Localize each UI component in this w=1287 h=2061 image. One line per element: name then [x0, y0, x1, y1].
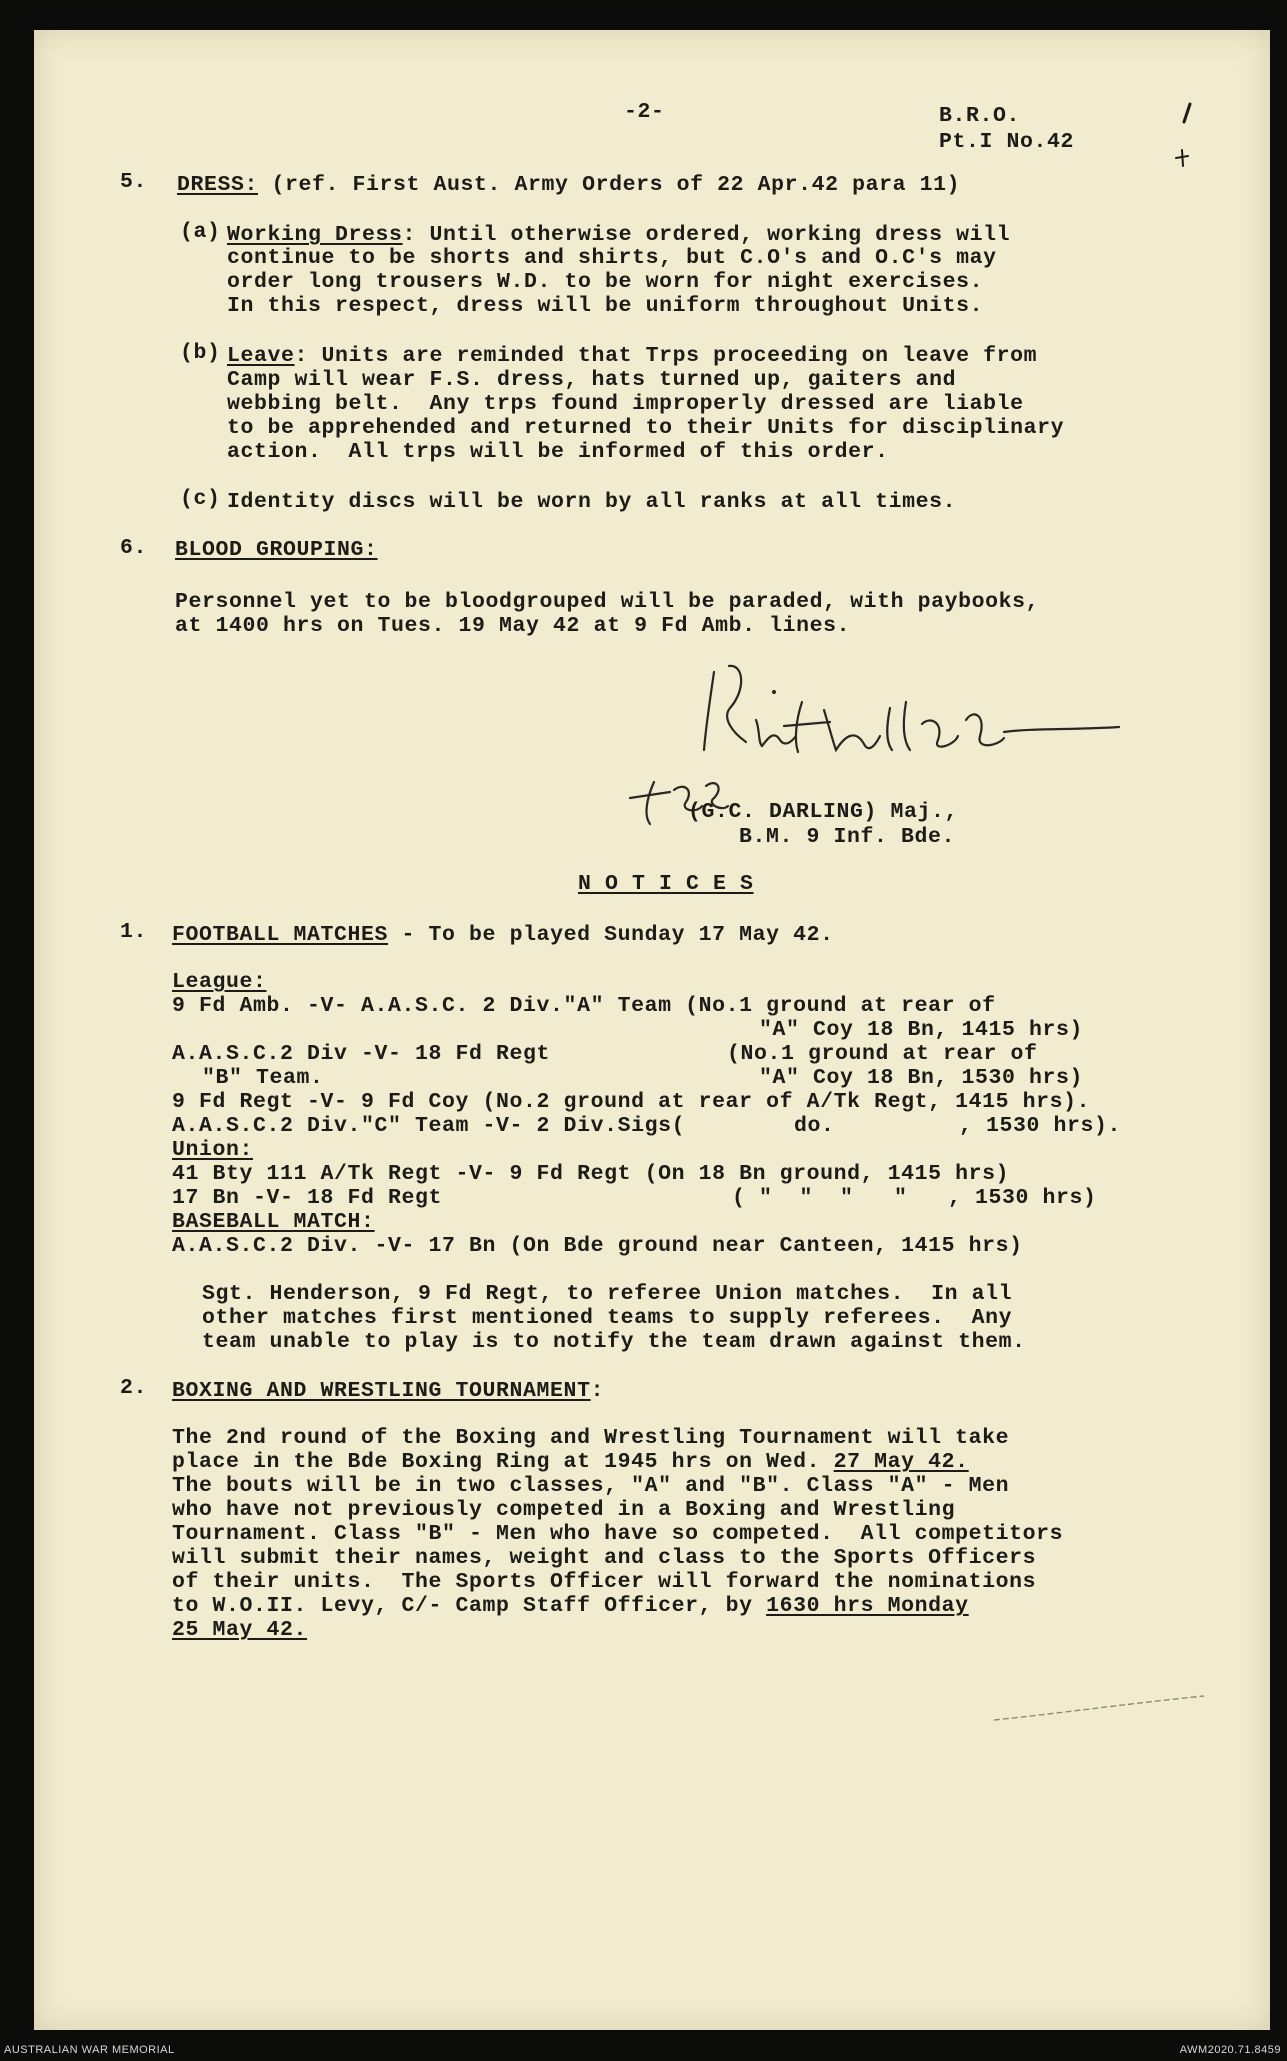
football-heading — [172, 923, 834, 948]
deadline-date: 25 May 42. — [172, 1618, 308, 1642]
footer-accession-number: AWM2020.71.8459 — [1179, 2044, 1281, 2056]
blood-line2: at 1400 hrs on Tues. 19 May 42 at 9 Fd Amb. lines. — [175, 614, 851, 638]
dress-heading — [177, 173, 960, 198]
boxing-heading — [172, 1379, 604, 1404]
boxing-colon: : — [590, 1379, 605, 1403]
dress-b-line5: action. All trps will be informed of this order. — [227, 440, 889, 464]
boxing-line-3: The bouts will be in two classes, "A" and "B". Class "A" - Men — [172, 1474, 1010, 1498]
dress-c-label: (c) — [180, 487, 221, 511]
union-label: Union: — [172, 1138, 254, 1162]
referee-note-1: Sgt. Henderson, 9 Fd Regt, to referee Union matches. In all — [202, 1282, 1013, 1306]
baseball-match-1: A.A.S.C.2 Div. -V- 17 Bn (On Bde ground near Canteen, 1415 hrs) — [172, 1234, 1023, 1258]
boxing-line-1: The 2nd round of the Boxing and Wrestling Tournament will take — [172, 1426, 1010, 1450]
league-match-4-time: , 1530 hrs). — [959, 1114, 1122, 1138]
dress-b-line2: Camp will wear F.S. dress, hats turned up, gaiters and — [227, 368, 957, 392]
boxing-line-2-text: place in the Bde Boxing Ring at 1945 hrs on Wed. — [172, 1450, 834, 1474]
football-subtitle: - To be played Sunday 17 May 42. — [388, 923, 834, 947]
dress-a-text: : Until otherwise ordered, working dress will — [402, 223, 1011, 247]
signatory-name: (G.C. DARLING) Maj., — [688, 800, 959, 824]
union-match-2: 17 Bn -V- 18 Fd Regt — [172, 1186, 443, 1210]
boxing-line-4: who have not previously competed in a Boxing and Wrestling — [172, 1498, 956, 1522]
dress-a-line1 — [227, 223, 1010, 248]
referee-note-3: team unable to play is to notify the team drawn against them. — [202, 1330, 1026, 1354]
dress-c-line1: Identity discs will be worn by all ranks at all times. — [227, 490, 957, 514]
item-5-number: 5. — [120, 170, 148, 194]
baseball-label: BASEBALL MATCH: — [172, 1210, 375, 1234]
boxing-line-6: will submit their names, weight and class to the Sports Officers — [172, 1546, 1037, 1570]
league-match-4-ditto: do. — [794, 1114, 835, 1138]
deadline-time: 1630 hrs Monday — [766, 1594, 969, 1618]
league-match-2-venue: (No.1 ground at rear of — [727, 1042, 1038, 1066]
dress-b-label: (b) — [180, 341, 221, 365]
pencil-mark — [984, 1690, 1214, 1730]
league-match-3: 9 Fd Regt -V- 9 Fd Coy (No.2 ground at rear of A/Tk Regt, 1415 hrs). — [172, 1090, 1091, 1114]
document-page — [34, 30, 1270, 2030]
boxing-line-5: Tournament. Class "B" - Men who have so competed. All competitors — [172, 1522, 1064, 1546]
working-dress-title: Working Dress — [227, 223, 403, 247]
dress-title: DRESS: — [177, 173, 259, 197]
boxing-date: 27 May 42. — [833, 1450, 969, 1474]
boxing-title: BOXING AND WRESTLING TOURNAMENT — [172, 1379, 591, 1403]
footer-institution: AUSTRALIAN WAR MEMORIAL — [4, 2044, 175, 2056]
leave-title: Leave — [227, 344, 295, 368]
part-reference: Pt.I No.42 — [939, 130, 1075, 154]
league-match-2-team: "B" Team. — [202, 1066, 324, 1090]
notices-heading: N O T I C E S — [578, 872, 754, 896]
referee-note-2: other matches first mentioned teams to supply referees. Any — [202, 1306, 1013, 1330]
league-match-2: A.A.S.C.2 Div -V- 18 Fd Regt — [172, 1042, 551, 1066]
blood-grouping-title: BLOOD GROUPING: — [175, 538, 378, 562]
league-match-4: A.A.S.C.2 Div."C" Team -V- 2 Div.Sigs( — [172, 1114, 686, 1138]
item-6-number: 6. — [120, 536, 148, 560]
page-number: -2- — [624, 100, 665, 124]
dress-a-line3: order long trousers W.D. to be worn for night exercises. — [227, 270, 984, 294]
bro-reference: B.R.O. — [939, 104, 1021, 128]
league-match-1: 9 Fd Amb. -V- A.A.S.C. 2 Div."A" Team (No.1 ground at rear of — [172, 994, 996, 1018]
union-match-1: 41 Bty 111 A/Tk Regt -V- 9 Fd Regt (On 18 Bn ground, 1415 hrs) — [172, 1162, 1010, 1186]
union-match-2-venue: ( " " " " , 1530 hrs) — [732, 1186, 1097, 1210]
boxing-line-8-text: to W.O.II. Levy, C/- Camp Staff Officer, by — [172, 1594, 767, 1618]
football-title: FOOTBALL MATCHES — [172, 923, 389, 947]
dress-b-line3: webbing belt. Any trps found improperly dressed are liable — [227, 392, 1024, 416]
dress-a-line4: In this respect, dress will be uniform throughout Units. — [227, 294, 984, 318]
boxing-line-8 — [172, 1594, 969, 1619]
notice-1-number: 1. — [120, 920, 148, 944]
pencil-tick-mark — [1174, 100, 1204, 170]
boxing-line-7: of their units. The Sports Officer will forward the nominations — [172, 1570, 1037, 1594]
signatory-title: B.M. 9 Inf. Bde. — [739, 825, 956, 849]
dress-b-text: : Units are reminded that Trps proceeding on leave from — [294, 344, 1038, 368]
dress-a-line2: continue to be shorts and shirts, but C.O's and O.C's may — [227, 246, 997, 270]
league-match-1-venue: "A" Coy 18 Bn, 1415 hrs) — [759, 1018, 1084, 1042]
notice-2-number: 2. — [120, 1376, 148, 1400]
blood-line1: Personnel yet to be bloodgrouped will be paraded, with paybooks, — [175, 590, 1040, 614]
league-label: League: — [172, 970, 267, 994]
league-match-2-venue-2: "A" Coy 18 Bn, 1530 hrs) — [759, 1066, 1084, 1090]
boxing-line-2 — [172, 1450, 969, 1475]
dress-a-label: (a) — [180, 220, 221, 244]
dress-b-line4: to be apprehended and returned to their Units for disciplinary — [227, 416, 1065, 440]
dress-b-line1 — [227, 344, 1037, 369]
dress-ref: (ref. First Aust. Army Orders of 22 Apr.42 para 11) — [258, 173, 961, 197]
